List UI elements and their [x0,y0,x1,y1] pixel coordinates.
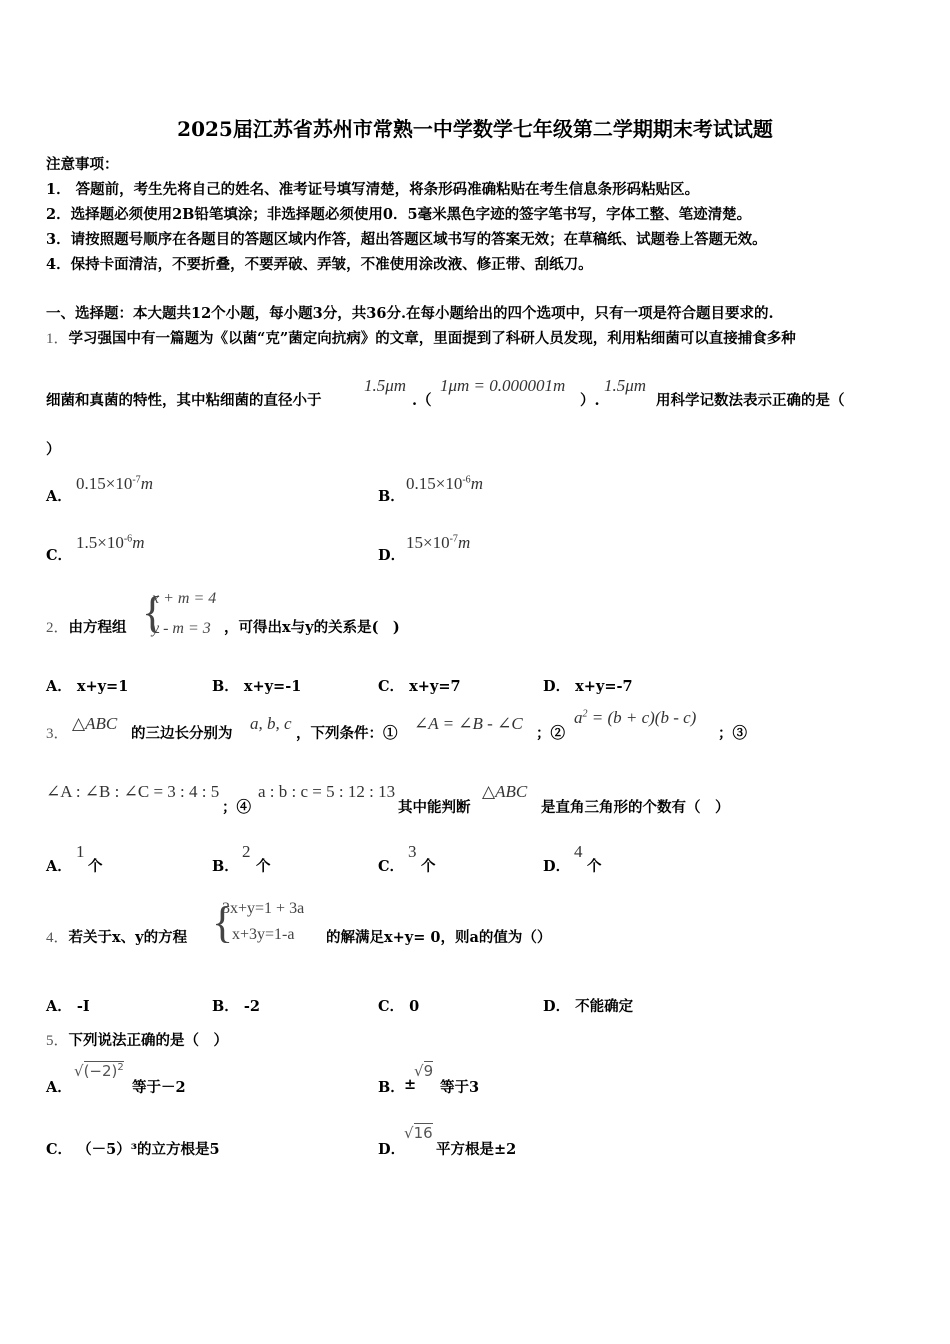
option-text: 不能确定 [575,998,634,1015]
page-title: 2025届江苏省苏州市常熟一中学数学七年级第二学期期末考试试题 [177,117,773,141]
formula-base: 0.15×10 [76,474,133,493]
question-text: 由方程组 [68,619,127,636]
formula-unit: m [457,533,471,552]
question-1-line2 [46,389,322,410]
formula-exponent: -7 [449,533,458,545]
question-5-stem [46,1029,228,1050]
question-number: 2． [46,620,69,636]
equation-1: 3x+y=1 + 3a [222,900,305,917]
question-1-stem [46,327,796,348]
option-d[interactable] [543,675,633,696]
option-label: C． [378,858,405,875]
question-text: 细菌和真菌的特性，其中粘细菌的直径小于 [46,392,322,409]
option-c[interactable] [378,675,461,696]
formula-base: 15×10 [406,533,450,552]
question-text: 其中能判断 [398,799,471,816]
math-formula: a, b, c [250,714,292,733]
triangle-abc: △ABC [482,782,528,801]
option-text: -I [76,998,90,1015]
equation-2: y - m = 3 [152,620,211,637]
option-c[interactable] [46,1138,220,1159]
question-3-stem [46,722,69,743]
option-b-formula [406,474,483,494]
option-label: D． [543,858,571,875]
formula-exponent: -6 [462,474,471,486]
system-brace: { [142,588,164,637]
option-number: 4 [574,842,583,861]
option-c[interactable] [46,544,72,565]
section-heading: 一、选择题：本大题共12个小题，每小题3分，共36分.在每小题给出的四个选项中，只有一项是符合题目要求的. [46,305,774,322]
option-b[interactable] [378,1076,405,1097]
option-a[interactable] [46,1076,72,1097]
option-label: A． [46,678,72,695]
condition-3: ∠A : ∠B : ∠C = 3 : 4 : 5 [46,782,220,801]
option-label: D． [378,547,406,564]
option-text: 0 [409,998,420,1015]
option-d-formula [406,533,470,553]
question-text: ，下列条件：① [296,725,398,742]
option-label: B． [212,678,239,695]
option-number: 3 [408,842,417,861]
option-text: x+y=-1 [243,678,302,695]
option-label: D． [378,1141,406,1158]
condition-2 [574,708,696,728]
formula-rest: = (b + c)(b - c) [591,708,697,727]
option-a[interactable] [46,855,72,876]
formula-exponent: 2 [582,708,588,720]
question-number: 5． [46,1033,69,1049]
option-text: 个 [88,858,103,875]
formula-unit: m [132,533,145,552]
triangle-abc: △ABC [72,714,118,733]
question-text: 的三边长分别为 [131,725,233,742]
option-b[interactable] [378,485,405,506]
question-text: ） [46,441,61,458]
notice-item: 3．请按照题号顺序在各题目的答题区域内作答，超出答题区域书写的答案无效；在草稿纸、试题卷上答题无效。 [46,231,767,248]
option-text: 个 [587,858,602,875]
notice-item: 4．保持卡面清洁，不要折叠，不要弄破、弄皱，不准使用涂改液、修正带、刮纸刀。 [46,256,593,273]
option-label: B． [212,858,239,875]
option-text: -2 [243,998,260,1015]
formula-exponent: -6 [123,533,133,545]
question-text: 若关于x、y的方程 [68,929,188,946]
notice-heading: 注意事项： [46,156,119,173]
option-label: C． [46,1141,73,1158]
option-label: B． [378,1079,405,1096]
option-a-formula [76,474,153,494]
question-text: 学习强国中有一篇题为《以菌“克”菌定向抗病》的文章，里面提到了科研人员发现，利用粘细菌可以直接捕食多种 [68,330,796,347]
option-label: D． [543,998,571,1015]
question-text: 下列说法正确的是（ ） [68,1032,229,1049]
option-c[interactable] [378,855,404,876]
option-label: A． [46,1079,72,1096]
option-c[interactable] [378,995,419,1016]
option-label: C． [46,547,73,564]
question-text: ；② [536,725,565,742]
option-c-formula [76,533,144,553]
formula-unit: m [140,474,153,493]
formula-base: 0.15×10 [406,474,463,493]
sqrt-formula: √9 [414,1062,434,1080]
radicand: 9 [423,1062,434,1080]
question-text: ）. [580,392,600,409]
option-text: 个 [421,858,436,875]
question-text: 是直角三角形的个数有（ ） [541,799,730,816]
option-d[interactable] [543,995,633,1016]
option-label: A． [46,488,72,505]
question-number: 1． [46,331,69,347]
radicand: 16 [413,1124,433,1142]
question-2-stem [46,616,127,637]
question-number: 3． [46,726,69,742]
condition-1: ∠A = ∠B - ∠C [414,714,523,733]
option-label: C． [378,678,405,695]
notice-item: 1． 答题前，考生先将自己的姓名、准考证号填写清楚，将条形码准确粘贴在考生信息条形码粘贴区。 [46,181,700,198]
sqrt-formula: √16 [404,1124,433,1142]
plus-minus: ± [404,1076,417,1093]
radicand-base: (−2) [83,1062,118,1080]
option-b[interactable] [212,995,260,1016]
option-text: 个 [256,858,271,875]
option-number: 1 [76,842,85,861]
option-label: B． [378,488,405,505]
option-label: D． [543,678,571,695]
option-number: 2 [242,842,251,861]
option-a[interactable] [46,675,128,696]
question-text: ；④ [222,799,251,816]
option-d[interactable] [543,855,570,876]
option-text: 等于－2 [132,1079,186,1096]
option-label: C． [378,998,405,1015]
option-d[interactable] [378,544,405,565]
math-formula: 1.5μm [604,376,647,395]
option-text: x+y=7 [409,678,461,695]
question-text: .（ [412,392,432,409]
option-a[interactable] [46,995,90,1016]
option-label: A． [46,998,72,1015]
question-4-stem [46,926,187,947]
option-a[interactable] [46,485,72,506]
question-text: 用科学记数法表示正确的是（ [656,392,845,409]
notice-item: 2．选择题必须使用2B铅笔填涂；非选择题必须使用0．5毫米黑色字迹的签字笔书写，字体工整、笔迹清楚。 [46,206,752,223]
option-label: A． [46,858,72,875]
condition-4: a : b : c = 5 : 12 : 13 [258,782,396,801]
option-b[interactable] [212,855,239,876]
formula-base: 1.5×10 [76,533,124,552]
math-formula: 1μm = 0.000001m [440,376,566,395]
formula-unit: m [470,474,483,493]
sqrt-formula: $√(-2)^2$ [74,1062,124,1080]
radicand-exponent: 2 [117,1062,124,1073]
formula-base: a [574,708,583,727]
option-text: x+y=1 [76,678,129,695]
option-label: B． [212,998,239,1015]
option-d[interactable] [378,1138,405,1159]
option-text: 平方根是±2 [436,1141,517,1158]
question-text: ；③ [718,725,747,742]
option-b[interactable] [212,675,301,696]
equation-1: x + m = 4 [152,590,217,607]
radicand [84,1061,124,1080]
question-text: ，可得出x与y的关系是( ) [224,619,400,636]
option-text: 等于3 [440,1079,480,1096]
formula-exponent: -7 [132,474,141,486]
option-text: （－5）³的立方根是5 [77,1141,220,1158]
system-brace: { [212,898,234,947]
question-text: 的解满足x+y= 0，则a的值为（） [326,929,552,946]
question-number: 4． [46,930,69,946]
math-formula: 1.5μm [364,376,407,395]
equation-2: x+3y=1-a [232,926,295,943]
option-text: x+y=-7 [575,678,633,695]
